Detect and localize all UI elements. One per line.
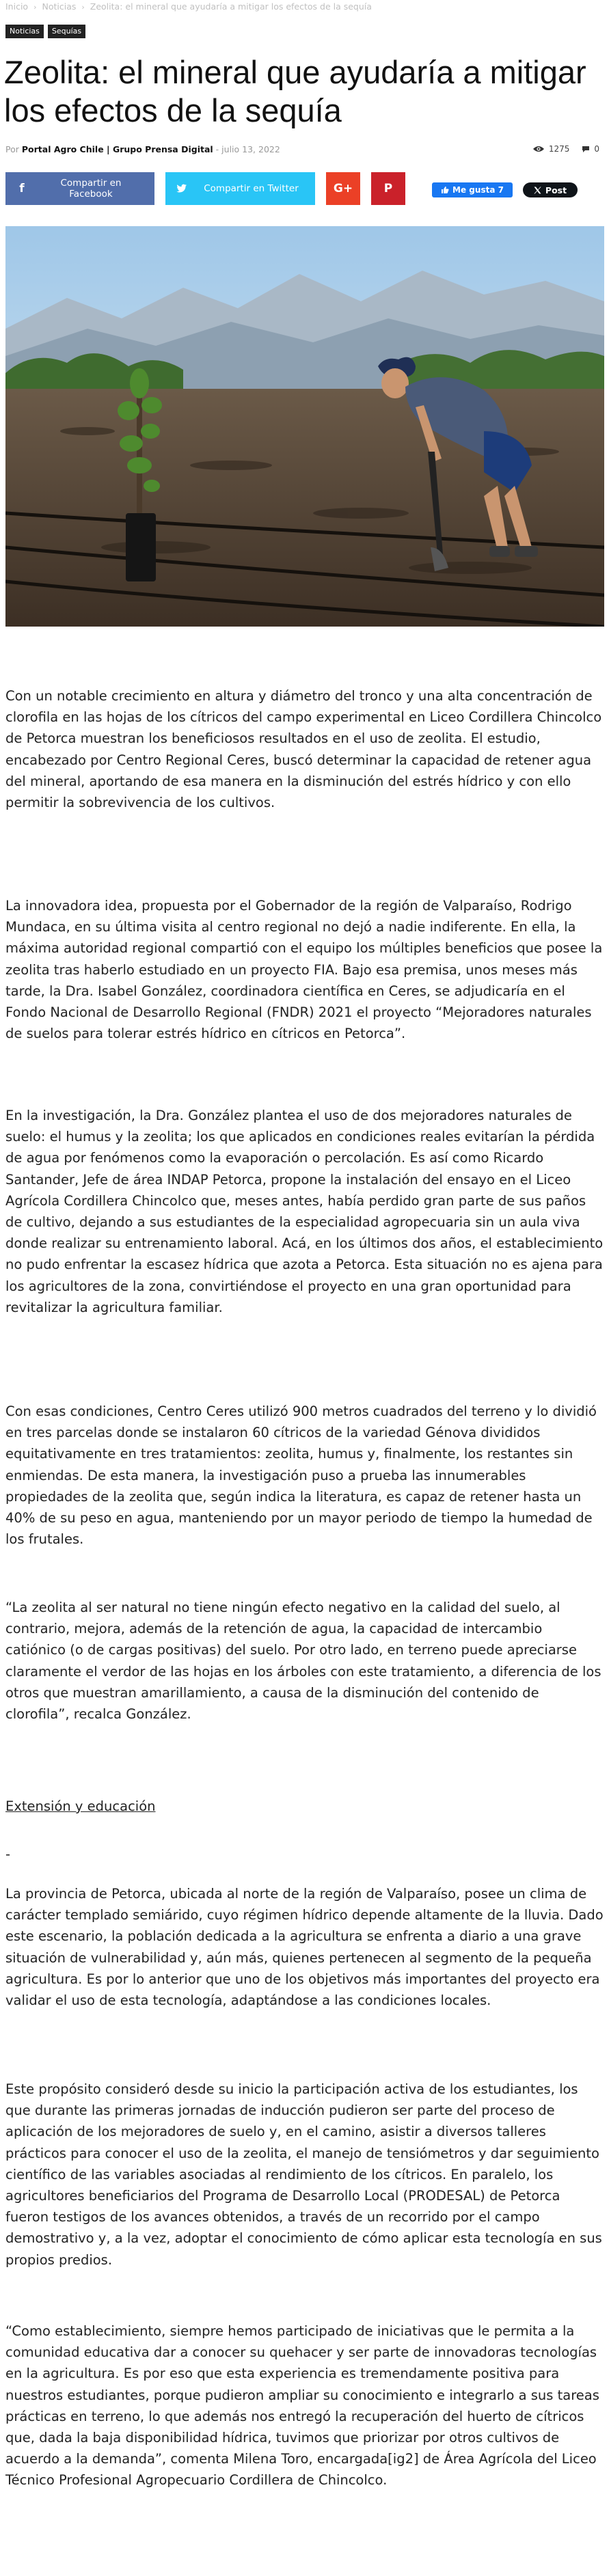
- post-date: julio 13, 2022: [221, 144, 280, 154]
- share-bar: [5, 172, 405, 205]
- author-link[interactable]: Portal Agro Chile | Grupo Prensa Digital: [21, 144, 213, 154]
- by-label: Por: [5, 144, 19, 154]
- share-facebook-label: Compartir en Facebook: [60, 178, 122, 200]
- facebook-icon: f: [19, 182, 25, 195]
- like-label: Me gusta 7: [452, 185, 504, 195]
- article-paragraph-4: Con esas condiciones, Centro Ceres utilizó 900 metros cuadrados del terreno y lo dividió en tres parcelas donde se instalaron 60 cítricos de la variedad Génova divididos equitativamente en tres tratamientos: zeolita, humus y, finalmente, los restantes sin enmiendas. De esta manera, la investigación puso a prueba las innumerables propiedades de la zeolita que, según indica la literatura, es capaz de retener hasta un 40% de su peso en agua, manteniendo por un mayor periodo de tiempo la humedad de los frutales.: [5, 1403, 597, 1548]
- page-title: Zeolita: el mineral que ayudaría a mitigar los efectos de la sequía: [4, 54, 586, 128]
- article-paragraph-2: La innovadora idea, propuesta por el Gobernador de la región de Valparaíso, Rodrigo Mundaca, en su última visita al centro regional no dejó a nadie indiferente. En ella, la máxima autoridad regional compartió con el equipo los múltiples beneficios que posee la zeolita tras haberlo estudiado en un proyecto FIA. Bajo esa premisa, unos meses más tarde, la Dra. Isabel González, coordinadora científica en Ceres, se adjudicaría en el Fondo Nacional de Desarrollo Regional (FNDR) 2021 el proyecto “Mejoradores naturales de suelos para tolerar estrés hídrico en cítricos en Petorca”.: [5, 898, 603, 1042]
- tag-noticias[interactable]: Noticias: [5, 25, 44, 38]
- breadcrumb-home[interactable]: Inicio: [5, 1, 29, 12]
- comments-counter[interactable]: [582, 144, 599, 154]
- share-google-button[interactable]: [326, 172, 360, 205]
- twitter-icon: [165, 184, 198, 193]
- views-count: 1275: [548, 144, 570, 154]
- post-label: Post: [545, 184, 567, 195]
- article-paragraph-5: “La zeolita al ser natural no tiene ningún efecto negativo en la calidad del suelo, al contrario, mejora, además de la retención de agua, la capacidad de intercambio catiónico (o de cargas positivas) del suelo. Por otro lado, en terreno puede apreciarse claramente el verdor de las hojas en los árboles con este tratamiento, a diferencia de los otros que muestran amarillamiento, a causa de la disminución del contenido de clorofila”, recalca González.: [5, 1600, 601, 1723]
- article-photo: [5, 226, 604, 627]
- share-facebook-button[interactable]: [5, 172, 154, 205]
- eye-icon: [532, 145, 545, 153]
- breadcrumb-category[interactable]: Noticias: [42, 1, 77, 12]
- breadcrumb: [5, 1, 372, 12]
- article-paragraph-1: Con un notable crecimiento en altura y diámetro del tronco y una alta concentración de clorofila en las hojas de los cítricos del campo experimental en Liceo Cordillera Chincolco de Petorca muestran los beneficiosos resultados en el uso de zeolita. El estudio, encabezado por Centro Regional Ceres, buscó determinar la capacidad de retener agua del mineral, aportando de esa manera en la disminución del estrés hídrico y con ello permitir la sobrevivencia de los cultivos.: [5, 688, 602, 811]
- category-tags: [5, 25, 85, 38]
- share-pinterest-button[interactable]: [371, 172, 405, 205]
- tag-sequias[interactable]: Sequías: [48, 25, 85, 38]
- section-dash: -: [5, 1846, 11, 1862]
- section-heading: Extensión y educación: [5, 1798, 156, 1814]
- comments-count: 0: [594, 144, 599, 154]
- share-twitter-label: Compartir en Twitter: [204, 183, 299, 194]
- chevron-right-icon: ›: [81, 3, 85, 12]
- x-logo-icon: [534, 187, 541, 194]
- post-meta: [5, 144, 280, 154]
- breadcrumb-current: Zeolita: el mineral que ayudaría a mitigar los efectos de la sequía: [90, 1, 372, 12]
- comment-icon: [582, 146, 590, 153]
- article-paragraph-6: La provincia de Petorca, ubicada al norte de la región de Valparaíso, posee un clima de carácter templado semiárido, cuyo régimen hídrico depende altamente de la lluvia. Dado este escenario, la población dedicada a la agricultura se enfrenta a diario a una grave situación de vulnerabilidad y, aún más, quienes pertenecen al segmento de la pequeña agricultura. Es por lo anterior que uno de los objetivos más importantes del proyecto era validar el uso de esta tecnología, adaptándose a las condiciones locales.: [5, 1886, 604, 2009]
- article-paragraph-8: “Como establecimiento, siempre hemos participado de iniciativas que le permita a la comunidad educativa dar a conocer su quehacer y ser parte de innovadoras tecnologías en la agricultura. Es por eso que esta experiencia es tremendamente positiva para nuestros estudiantes, porque pudieron ampliar su conocimiento e integrarlo a sus tareas prácticas en terreno, lo que además nos entregó la recuperación del huerto de cítricos que, dada la baja disponibilidad hídrica, tuvimos que priorizar por otros cultivos de acuerdo a la demanda”, comenta Milena Toro, encargada[ig2] de Área Agrícola del Liceo Técnico Profesional Agropecuario Cordillera de Chincolco.: [5, 2323, 599, 2489]
- x-post-button[interactable]: [523, 182, 578, 197]
- article-paragraph-7: Este propósito consideró desde su inicio la participación activa de los estudiantes, los que durante las primeras jornadas de inducción pudieron ser parte del proceso de aplicación de los mejoradores de suelo y, en el camino, asistir a diversos talleres prácticos para conocer el uso de la zeolita, el manejo de tensiómetros y dar seguimiento científico de las variables asociadas al rendimiento de los cítricos. En paralelo, los agricultores beneficiarios del Programa de Desarrollo Local (PRODESAL) de Petorca fueron testigos de los avances obtenidos, a través de un recorrido por el campo demostrativo y, a la vez, adoptar el conocimiento de cómo aplicar esta tecnología en sus propios predios.: [5, 2081, 602, 2268]
- share-twitter-button[interactable]: [165, 172, 315, 205]
- chevron-right-icon: ›: [33, 3, 37, 12]
- views-counter: [532, 144, 570, 154]
- article-paragraph-3: En la investigación, la Dra. González plantea el uso de dos mejoradores naturales de suelo: el humus y la zeolita; los que aplicados en condiciones reales evitarían la pérdida de agua por fenómenos como la evaporación o percolación. Es así como Ricardo Santander, Jefe de área INDAP Petorca, propone la instalación del ensayo en el Liceo Agrícola Cordillera Chincolco que, meses antes, había perdido gran parte de sus paños de cultivo, dejando a sus estudiantes de la especialidad agropecuaria sin un aula viva donde realizar su entrenamiento laboral. Acá, en los últimos dos años, el establecimiento no pudo enfrentar la escasez hídrica que azota a Petorca. Esta situación no es ajena para los agricultores de la zona, convirtiéndose el proyecto en una gran oportunidad para revitalizar la agricultura familiar.: [5, 1108, 604, 1315]
- pinterest-icon: P: [383, 182, 393, 195]
- thumbs-up-icon: [441, 186, 449, 194]
- facebook-like-button[interactable]: [432, 182, 513, 197]
- meta-separator: -: [215, 144, 219, 154]
- google-plus-icon: G+: [333, 182, 353, 195]
- post-counters: [532, 144, 599, 154]
